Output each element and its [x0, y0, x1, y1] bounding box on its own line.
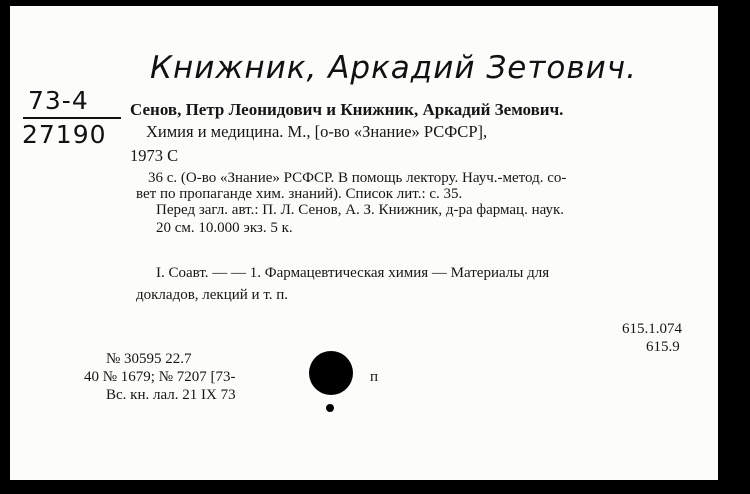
handwritten-shelf-mark: 73-4 [28, 86, 89, 115]
catalog-card [10, 6, 718, 480]
classification-code-1: 615.1.074 [622, 321, 682, 337]
entry-title: Химия и медицина. М., [о-во «Знание» РСФСР], [146, 122, 488, 141]
classification-code-2: 615.9 [646, 339, 680, 355]
subject-line-1: I. Соавт. — — 1. Фармацевтическая химия — Материалы для [156, 265, 550, 281]
entry-description-line-4: 20 см. 10.000 экз. 5 к. [156, 220, 293, 236]
entry-description-line-1: 36 с. (О-во «Знание» РСФСР. В помощь лектору. Науч.-метод. со- [148, 170, 567, 186]
handwritten-inventory-number: 27190 [22, 120, 107, 149]
registry-line-2: 40 № 1679; № 7207 [73- [84, 369, 236, 385]
handwritten-author-name: Книжник, Аркадий Зетович. [150, 50, 637, 86]
entry-description-line-3: Перед загл. авт.: П. Л. Сенов, А. З. Книжник, д-ра фармац. наук. [156, 202, 565, 218]
registry-line-1: № 30595 22.7 [106, 351, 192, 367]
entry-description-line-2: вет по пропаганде хим. знаний). Список лит.: с. 35. [136, 186, 463, 202]
subject-line-2: докладов, лекций и т. п. [136, 287, 289, 303]
registry-line-2-suffix: п [370, 369, 379, 385]
punch-hole [309, 351, 353, 395]
shelf-mark-divider [23, 117, 121, 119]
ink-spot [326, 404, 334, 412]
entry-year: 1973 С [130, 146, 179, 165]
entry-heading: Сенов, Петр Леонидович и Книжник, Аркадий Земович. [130, 100, 564, 119]
registry-line-3: Вс. кн. лал. 21 IX 73 [106, 387, 236, 403]
